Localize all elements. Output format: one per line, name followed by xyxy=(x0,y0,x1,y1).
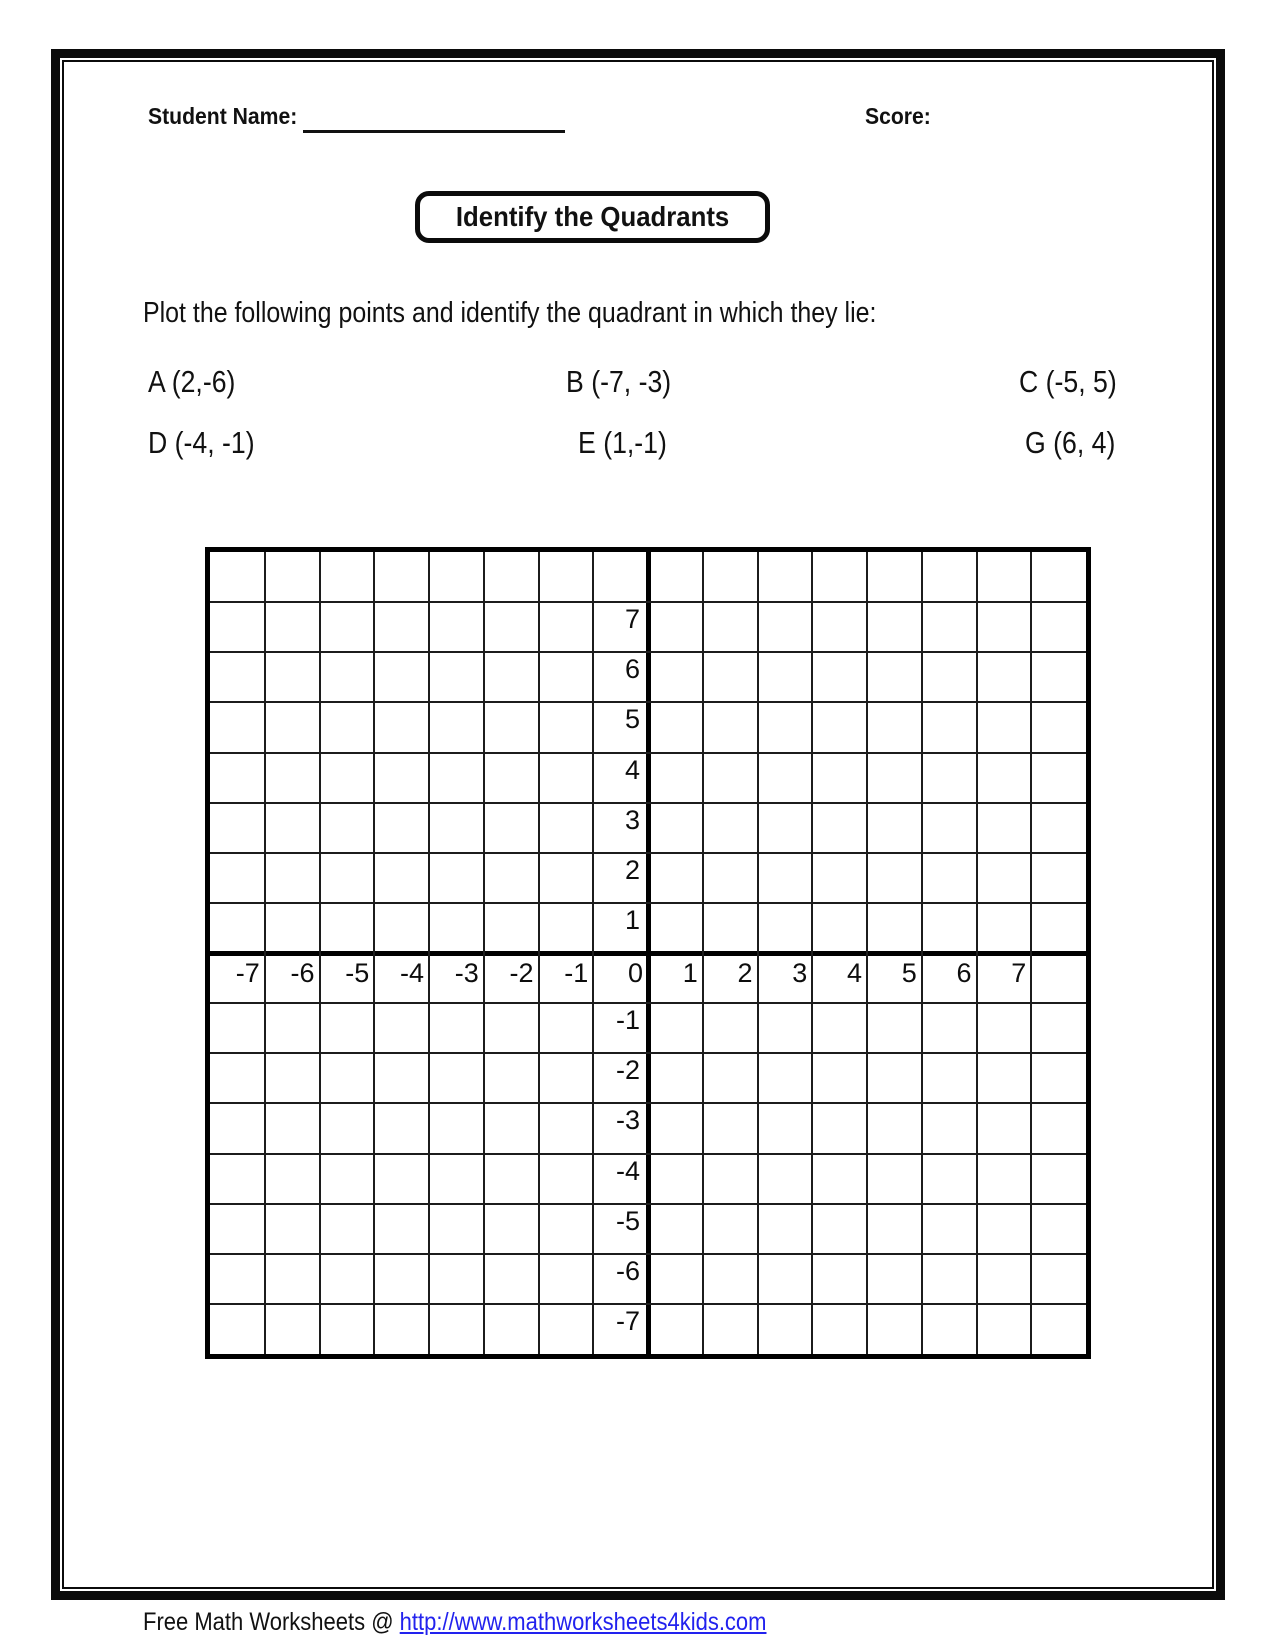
point-item-e: E (1,-1) xyxy=(578,425,667,460)
x-axis-label: 6 xyxy=(956,958,972,988)
y-axis-label: -3 xyxy=(615,1105,640,1136)
gridline-vertical xyxy=(702,552,704,1354)
x-axis-label: -3 xyxy=(454,958,479,988)
score-label: Score: xyxy=(865,103,931,129)
gridline-vertical xyxy=(483,552,485,1354)
y-axis-label: 1 xyxy=(624,904,640,935)
coordinate-grid xyxy=(205,547,1091,1359)
y-axis-label: -6 xyxy=(615,1255,640,1286)
instruction-text: Plot the following points and identify the quadrant in which they lie: xyxy=(143,297,877,329)
point-item-c: C (-5, 5) xyxy=(1019,364,1117,399)
worksheet-title-box xyxy=(415,191,770,243)
gridline-horizontal xyxy=(210,1002,1086,1004)
y-axis-label: 6 xyxy=(624,654,640,685)
gridline-horizontal xyxy=(210,802,1086,804)
y-axis-label: -2 xyxy=(615,1055,640,1086)
gridline-vertical xyxy=(811,552,813,1354)
x-axis-label: -4 xyxy=(399,958,424,988)
point-item-g: G (6, 4) xyxy=(1025,425,1116,460)
gridline-horizontal xyxy=(210,752,1086,754)
point-item-a: A (2,-6) xyxy=(148,364,236,399)
student-name-label: Student Name: xyxy=(148,103,298,129)
gridline-horizontal xyxy=(210,1102,1086,1104)
x-axis-label: 2 xyxy=(737,958,753,988)
gridline-vertical xyxy=(1030,552,1032,1354)
x-axis-label: 4 xyxy=(846,958,862,988)
y-axis-label: -4 xyxy=(615,1155,640,1186)
x-axis-label: -5 xyxy=(345,958,370,988)
y-axis-label: -1 xyxy=(615,1005,640,1036)
x-axis-label: 5 xyxy=(901,958,917,988)
x-axis-label: 7 xyxy=(1011,958,1027,988)
y-axis-label: 3 xyxy=(624,804,640,835)
gridline-vertical xyxy=(373,552,375,1354)
student-name-blank-line xyxy=(303,130,565,133)
gridline-vertical xyxy=(866,552,868,1354)
footer xyxy=(143,1606,766,1638)
gridline-vertical xyxy=(976,552,978,1354)
x-axis-label: -2 xyxy=(509,958,534,988)
x-axis xyxy=(210,951,1086,956)
x-axis-label: -6 xyxy=(290,958,315,988)
gridline-vertical xyxy=(264,552,266,1354)
gridline-horizontal xyxy=(210,1253,1086,1255)
gridline-horizontal xyxy=(210,1153,1086,1155)
y-axis-label: 4 xyxy=(624,754,640,785)
gridline-vertical xyxy=(757,552,759,1354)
gridline-vertical xyxy=(592,552,594,1354)
gridline-horizontal xyxy=(210,601,1086,603)
x-axis-label: -7 xyxy=(235,958,260,988)
gridline-horizontal xyxy=(210,651,1086,653)
gridline-horizontal xyxy=(210,902,1086,904)
gridline-horizontal xyxy=(210,1203,1086,1205)
footer-link[interactable]: http://www.mathworksheets4kids.com xyxy=(399,1608,767,1636)
gridline-vertical xyxy=(538,552,540,1354)
gridline-vertical xyxy=(921,552,923,1354)
x-axis-label: 3 xyxy=(792,958,808,988)
gridline-horizontal xyxy=(210,701,1086,703)
x-axis-label: -1 xyxy=(564,958,589,988)
gridline-horizontal xyxy=(210,1303,1086,1305)
gridline-vertical xyxy=(319,552,321,1354)
y-axis-label: 5 xyxy=(624,704,640,735)
gridline-vertical xyxy=(428,552,430,1354)
x-axis-label: 1 xyxy=(682,958,698,988)
worksheet-title: Identify the Quadrants xyxy=(455,201,730,232)
y-axis-label: 7 xyxy=(624,604,640,635)
x-axis-label: 0 xyxy=(627,958,643,988)
point-item-d: D (-4, -1) xyxy=(148,425,255,460)
y-axis-label: -5 xyxy=(615,1205,640,1236)
gridline-horizontal xyxy=(210,852,1086,854)
gridline-horizontal xyxy=(210,1052,1086,1054)
footer-text: Free Math Worksheets @ xyxy=(143,1608,400,1636)
point-item-b: B (-7, -3) xyxy=(566,364,672,399)
y-axis-label: -7 xyxy=(615,1305,640,1336)
y-axis-label: 2 xyxy=(624,854,640,885)
